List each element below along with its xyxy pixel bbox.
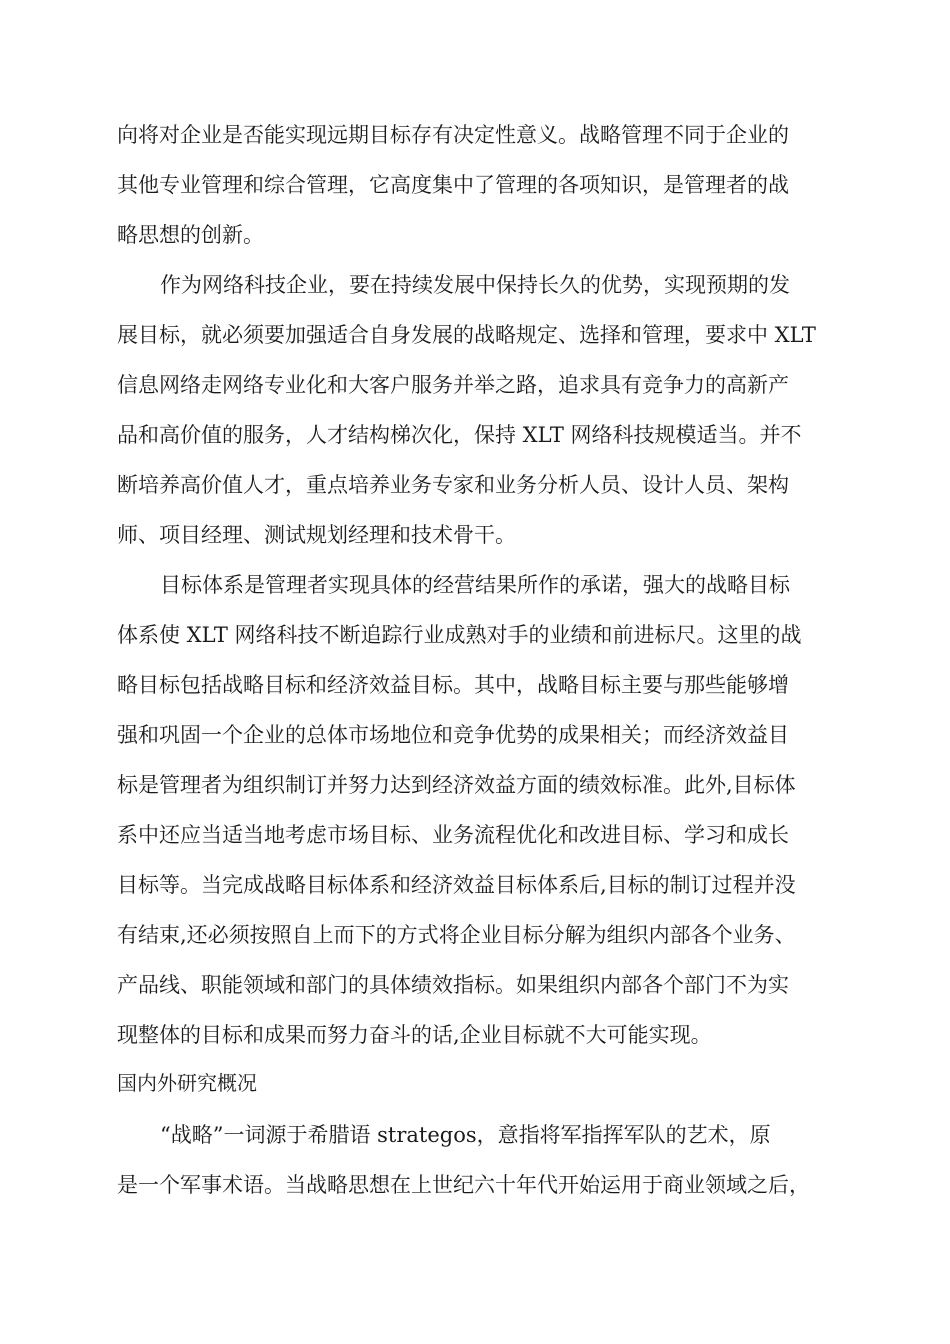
section-heading: 国内外研究概况 <box>117 1071 257 1095</box>
text-line: 目标体系是管理者实现具体的经营结果所作的承诺，强大的战略目标 <box>160 573 790 597</box>
text-line: 断培养高价值人才，重点培养业务专家和业务分析人员、设计人员、架构 <box>117 473 789 497</box>
text-line: 其他专业管理和综合管理，它高度集中了管理的各项知识，是管理者的战 <box>117 173 789 197</box>
text-line: 师、项目经理、测试规划经理和技术骨干。 <box>117 523 516 547</box>
text-line: 体系使 XLT 网络科技不断追踪行业成熟对手的业绩和前进标尺。这里的战 <box>117 623 802 647</box>
text-line: 标是管理者为组织制订并努力达到经济效益方面的绩效标准。此外,目标体 <box>117 773 796 797</box>
text-line: 向将对企业是否能实现远期目标存有决定性意义。战略管理不同于企业的 <box>117 123 789 147</box>
text-line: 展目标，就必须要加强适合自身发展的战略规定、选择和管理，要求中 XLT <box>117 323 816 347</box>
text-line: 信息网络走网络专业化和大客户服务并举之路，追求具有竞争力的高新产 <box>117 373 789 397</box>
text-line: 产品线、职能领域和部门的具体绩效指标。如果组织内部各个部门不为实 <box>117 973 789 997</box>
text-line: 系中还应当适当地考虑市场目标、业务流程优化和改进目标、学习和成长 <box>117 823 789 847</box>
text-line: 目标等。当完成战略目标体系和经济效益目标体系后,目标的制订过程并没 <box>117 873 796 897</box>
text-line: 现整体的目标和成果而努力奋斗的话,企业目标就不大可能实现。 <box>117 1023 712 1047</box>
text-line: 是一个军事术语。当战略思想在上世纪六十年代开始运用于商业领域之后， <box>117 1173 810 1197</box>
text-line: “战略”一词源于希腊语 strategos，意指将军指挥军队的艺术，原 <box>160 1123 771 1147</box>
text-line: 强和巩固一个企业的总体市场地位和竞争优势的成果相关；而经济效益目 <box>117 723 789 747</box>
text-line: 略目标包括战略目标和经济效益目标。其中，战略目标主要与那些能够增 <box>117 673 789 697</box>
text-line: 有结束,还必须按照自上而下的方式将企业目标分解为组织内部各个业务、 <box>117 923 796 947</box>
text-line: 略思想的创新。 <box>117 223 264 247</box>
text-line: 品和高价值的服务，人才结构梯次化，保持 XLT 网络科技规模适当。并不 <box>117 423 802 447</box>
text-line: 作为网络科技企业，要在持续发展中保持长久的优势，实现预期的发 <box>160 273 790 297</box>
